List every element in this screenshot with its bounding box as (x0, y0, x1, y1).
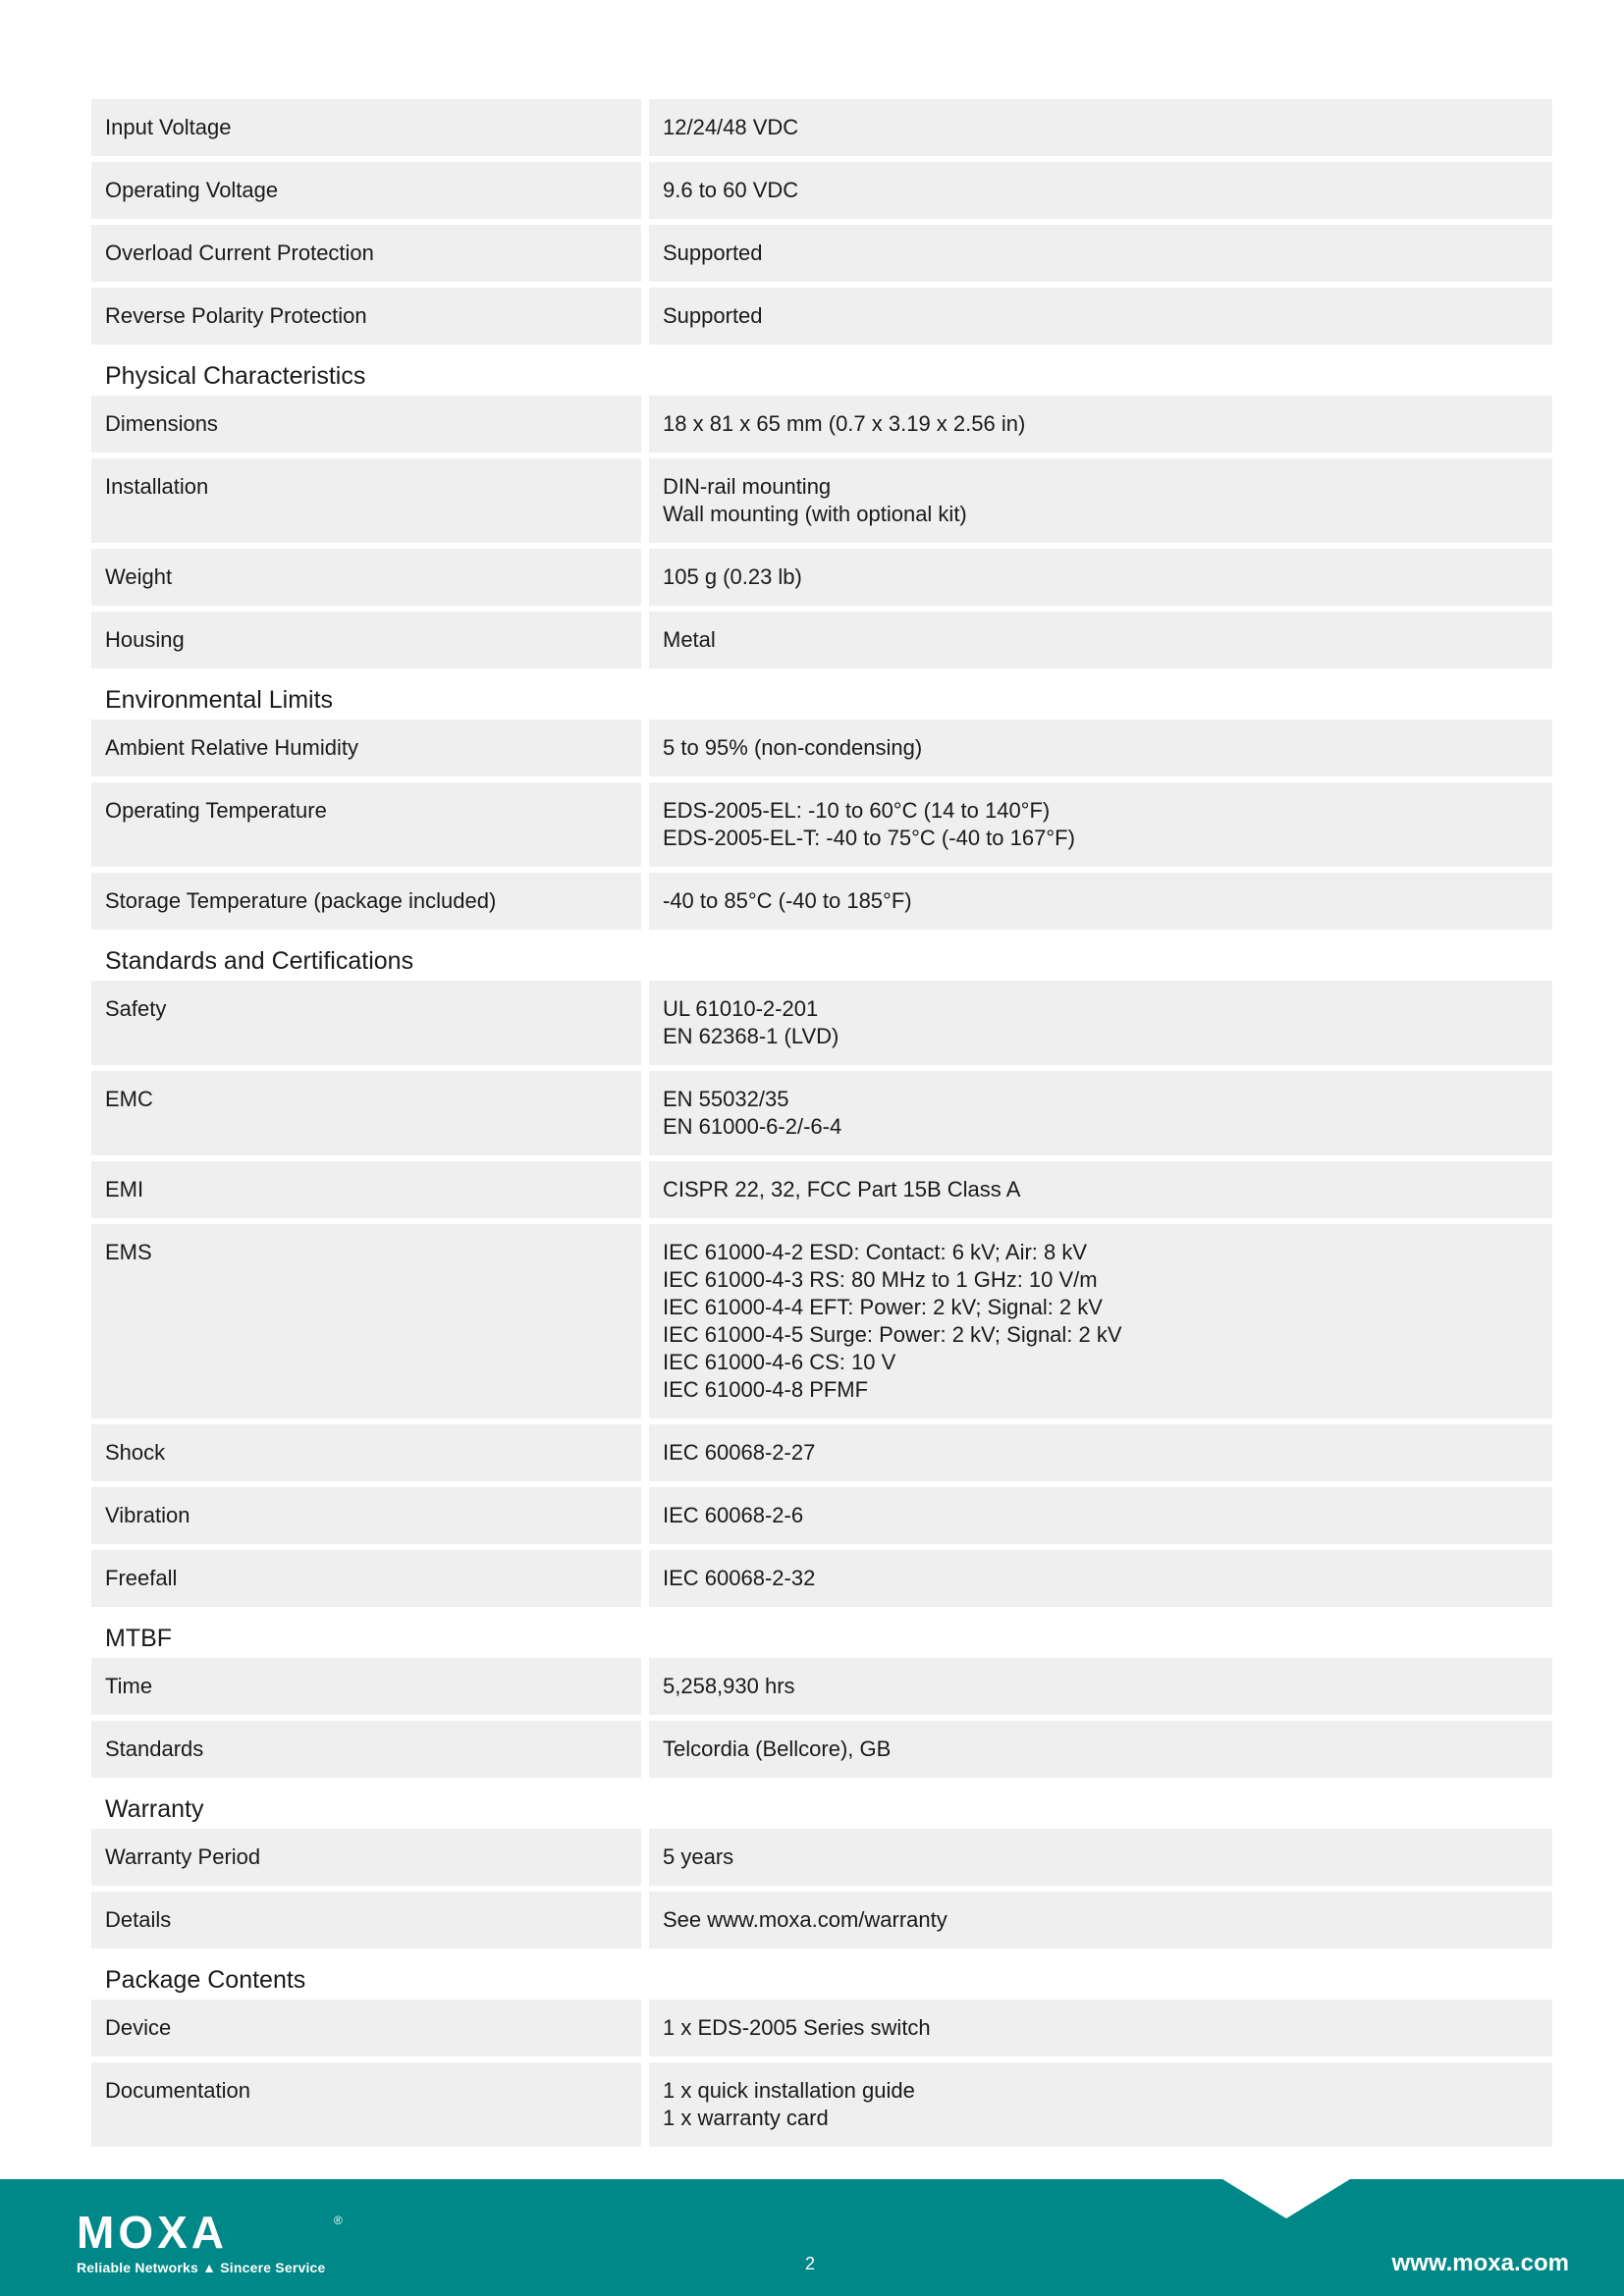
spec-label: Shock (91, 1424, 641, 1481)
spec-label: Documentation (91, 2062, 641, 2147)
spec-value (649, 2062, 1552, 2147)
spec-row (91, 458, 1552, 543)
spec-value-line: EN 62368-1 (LVD) (663, 1024, 839, 1048)
spec-label: EMC (91, 1071, 641, 1155)
spec-value-line: CISPR 22, 32, FCC Part 15B Class A (663, 1177, 1021, 1201)
spec-label: Vibration (91, 1487, 641, 1544)
spec-row (91, 396, 1552, 453)
spec-value (649, 1550, 1552, 1607)
spec-value (649, 2000, 1552, 2056)
spec-value (649, 612, 1552, 668)
spec-value (649, 396, 1552, 453)
section-heading: Warranty (105, 1795, 204, 1823)
spec-row (91, 1071, 1552, 1155)
spec-row (91, 1658, 1552, 1715)
spec-row (91, 1224, 1552, 1418)
spec-row (91, 2000, 1552, 2056)
spec-label: Dimensions (91, 396, 641, 453)
spec-value-line: 12/24/48 VDC (663, 115, 799, 139)
spec-label: Ambient Relative Humidity (91, 720, 641, 776)
spec-row (91, 2062, 1552, 2147)
spec-value-line: 9.6 to 60 VDC (663, 178, 799, 202)
website-link[interactable]: www.moxa.com (1391, 2250, 1569, 2276)
spec-row (91, 162, 1552, 219)
spec-row (91, 720, 1552, 776)
spec-label: Time (91, 1658, 641, 1715)
spec-value-line: IEC 60068-2-32 (663, 1566, 816, 1590)
spec-value-line: EDS-2005-EL-T: -40 to 75°C (-40 to 167°F) (663, 826, 1075, 850)
spec-value (649, 782, 1552, 867)
spec-row (91, 1487, 1552, 1544)
moxa-logo (77, 2209, 352, 2256)
spec-value-line: IEC 61000-4-6 CS: 10 V (663, 1350, 896, 1374)
spec-label: EMS (91, 1224, 641, 1418)
spec-label: Details (91, 1892, 641, 1949)
spec-value-line: IEC 60068-2-6 (663, 1503, 804, 1527)
spec-value-line: IEC 61000-4-3 RS: 80 MHz to 1 GHz: 10 V/m (663, 1267, 1098, 1292)
spec-label: EMI (91, 1161, 641, 1218)
spec-value (649, 99, 1552, 156)
spec-value-line: 1 x EDS-2005 Series switch (663, 2015, 931, 2040)
spec-value (649, 1487, 1552, 1544)
spec-row (91, 873, 1552, 930)
spec-label: Safety (91, 981, 641, 1065)
spec-value (649, 1424, 1552, 1481)
spec-value (649, 1658, 1552, 1715)
spec-label: Housing (91, 612, 641, 668)
page-number: 2 (805, 2254, 816, 2273)
spec-value-line: EN 55032/35 (663, 1087, 789, 1111)
spec-row (91, 288, 1552, 345)
spec-value-line: 18 x 81 x 65 mm (0.7 x 3.19 x 2.56 in) (663, 411, 1026, 436)
spec-label: Operating Temperature (91, 782, 641, 867)
spec-value-line: Supported (663, 303, 763, 328)
spec-label: Freefall (91, 1550, 641, 1607)
spec-value-line: 5 years (663, 1844, 734, 1869)
spec-value-line: Wall mounting (with optional kit) (663, 502, 967, 526)
spec-value-line: 105 g (0.23 lb) (663, 564, 802, 589)
spec-value-line: 5,258,930 hrs (663, 1674, 795, 1698)
spec-value (649, 1224, 1552, 1418)
spec-value (649, 1721, 1552, 1778)
spec-value (649, 288, 1552, 345)
spec-value (649, 162, 1552, 219)
spec-value (649, 225, 1552, 282)
spec-value-line: IEC 61000-4-5 Surge: Power: 2 kV; Signal: 2 kV (663, 1322, 1122, 1347)
spec-label: Installation (91, 458, 641, 543)
spec-value-line: IEC 61000-4-4 EFT: Power: 2 kV; Signal: 2 kV (663, 1295, 1103, 1319)
spec-label: Operating Voltage (91, 162, 641, 219)
spec-value-line: Metal (663, 627, 716, 652)
tagline: Reliable Networks ▲ Sincere Service (77, 2260, 326, 2275)
spec-value (649, 1071, 1552, 1155)
spec-value-line: -40 to 85°C (-40 to 185°F) (663, 888, 912, 913)
footer-notch (1222, 2179, 1350, 2218)
spec-value (649, 1829, 1552, 1886)
logo-text: MOXA (77, 2209, 228, 2256)
spec-value (649, 549, 1552, 606)
section-heading: Physical Characteristics (105, 362, 366, 390)
spec-value-line: 1 x warranty card (663, 2106, 829, 2130)
spec-row (91, 225, 1552, 282)
spec-row (91, 612, 1552, 668)
spec-value-line: EN 61000-6-2/-6-4 (663, 1114, 842, 1139)
spec-row (91, 1424, 1552, 1481)
spec-row (91, 1721, 1552, 1778)
spec-row (91, 1550, 1552, 1607)
spec-row (91, 99, 1552, 156)
spec-value-line: DIN-rail mounting (663, 474, 832, 499)
spec-value-line: 1 x quick installation guide (663, 2078, 915, 2103)
spec-row (91, 1161, 1552, 1218)
spec-row (91, 1829, 1552, 1886)
spec-row (91, 549, 1552, 606)
spec-label: Reverse Polarity Protection (91, 288, 641, 345)
spec-value (649, 981, 1552, 1065)
spec-value-line: Telcordia (Bellcore), GB (663, 1736, 892, 1761)
section-heading: Package Contents (105, 1966, 306, 1994)
spec-value-line: IEC 60068-2-27 (663, 1440, 816, 1465)
spec-value-line: IEC 61000-4-2 ESD: Contact: 6 kV; Air: 8 kV (663, 1240, 1088, 1264)
spec-row (91, 782, 1552, 867)
page-footer (0, 2179, 1624, 2296)
spec-row (91, 981, 1552, 1065)
spec-label: Warranty Period (91, 1829, 641, 1886)
spec-table (91, 99, 1552, 2153)
section-heading: MTBF (105, 1625, 173, 1652)
spec-value-line: IEC 61000-4-8 PFMF (663, 1377, 869, 1402)
spec-value-line: EDS-2005-EL: -10 to 60°C (14 to 140°F) (663, 798, 1051, 823)
spec-label: Overload Current Protection (91, 225, 641, 282)
spec-value (649, 1892, 1552, 1949)
spec-value (649, 873, 1552, 930)
spec-row (91, 1892, 1552, 1949)
spec-value (649, 720, 1552, 776)
section-heading: Standards and Certifications (105, 947, 414, 975)
spec-value-line: See www.moxa.com/warranty (663, 1907, 947, 1932)
spec-value-line: Supported (663, 240, 763, 265)
spec-value (649, 1161, 1552, 1218)
section-heading: Environmental Limits (105, 686, 334, 714)
spec-label: Storage Temperature (package included) (91, 873, 641, 930)
spec-value-line: 5 to 95% (non-condensing) (663, 735, 923, 760)
spec-label: Weight (91, 549, 641, 606)
spec-label: Device (91, 2000, 641, 2056)
spec-label: Standards (91, 1721, 641, 1778)
spec-value (649, 458, 1552, 543)
spec-label: Input Voltage (91, 99, 641, 156)
logo-registered-mark: ® (334, 2214, 343, 2227)
spec-value-line: UL 61010-2-201 (663, 996, 819, 1021)
